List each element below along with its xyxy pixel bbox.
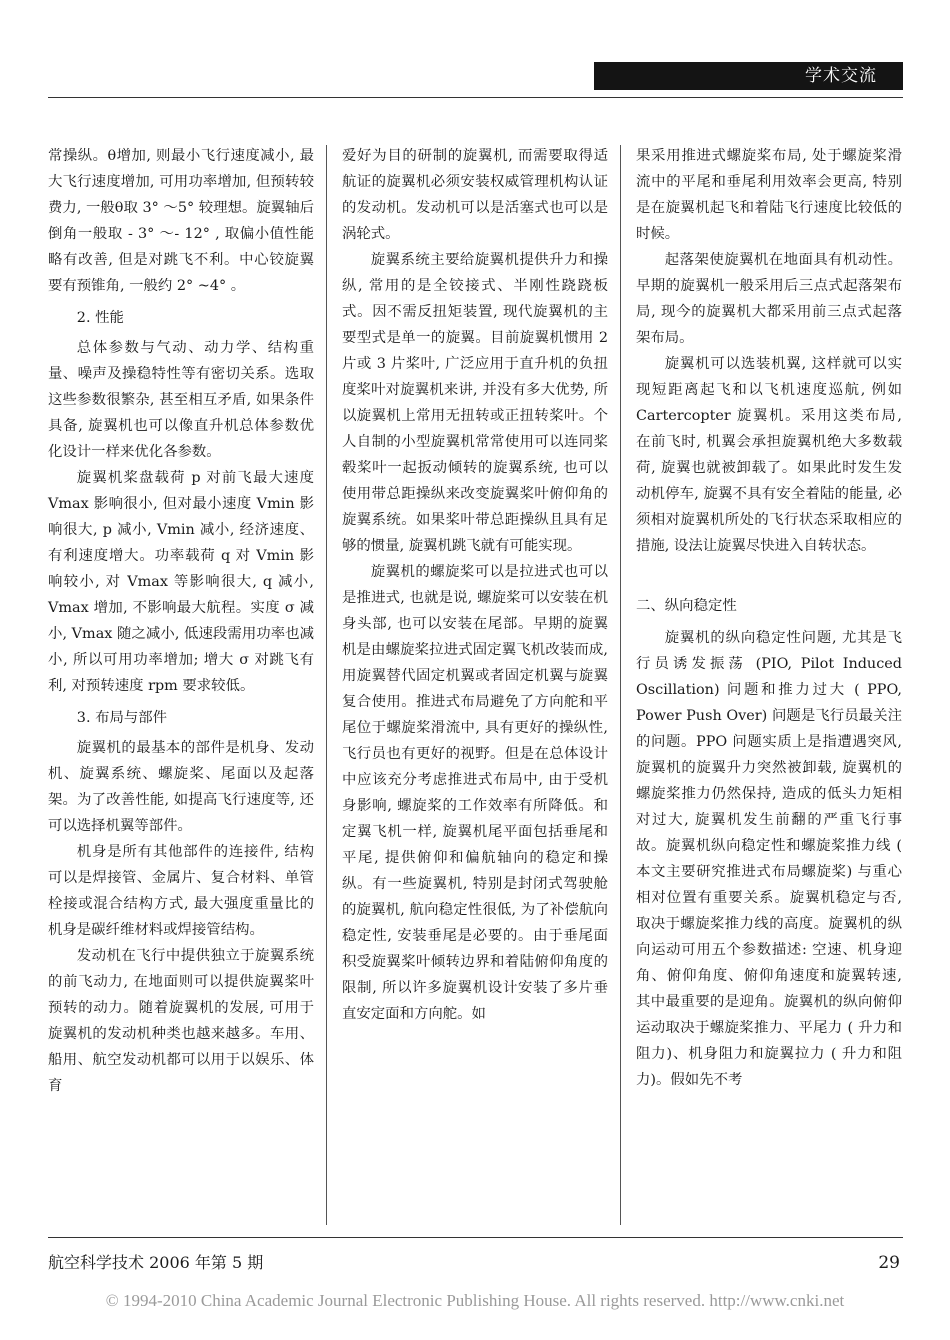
body-paragraph: 旋翼机的螺旋桨可以是拉进式也可以是推进式, 也就是说, 螺旋桨可以安装在机身头部, 也可以安装在尾部。早期的旋翼机是由螺旋桨拉进式固定翼飞机改装而成, 用旋翼替代固定机翼或者固定机翼与旋翼复合使用。推进式布局避免了方向舵和平尾位于螺旋桨滑流中, 具有更好的操纵性, 飞行员也有更好的视野。但是在总体设计中应该充分考虑推进式布局中, 由于受机身影响, 螺旋桨的工作效率有所降低。和定翼飞机一样, 旋翼机尾平面包括垂尾和平尾, 提供俯仰和偏航轴向的稳定和操纵。有一些旋翼机, 特别是封闭式驾驶舱的旋翼机, 航向稳定性很低, 为了补偿航向稳定性, 安装垂尾是必要的。由于垂尾面积受旋翼桨叶倾转边界和着陆俯仰角度的限制, 所以许多旋翼机设计安装了多片垂直安定面和方向舵。如 [342,564,608,1022]
column-divider [326,145,327,1225]
footer-rule [48,1237,903,1238]
body-paragraph: 旋翼机的纵向稳定性问题, 尤其是飞行员诱发振荡 (PIO, Pilot Induced Oscillation) 问题和推力过大 ( PPO, Power Push Over) 问题是飞行员最关注的问题。PPO 问题实质上是指遭遇突风, 旋翼机的旋翼升力突然被卸载, 旋翼机的螺旋桨推力仍然保持, 造成的低头力矩相对过大, 旋翼机发生前翻的严重飞行事故。旋翼机纵向稳定性和螺旋桨推力线 ( 本文主要研究推进式布局螺旋桨) 与重心相对位置有重要关系。旋翼机稳定与否, 取决于螺旋桨推力线的高度。旋翼机的纵向运动可用五个参数描述: 空速、机身迎角、俯仰角度、俯仰角速度和旋翼转速, 其中最重要的是迎角。旋翼机的纵向俯仰运动取决于螺旋桨推力、平尾力 ( 升力和阻力)、机身阻力和旋翼拉力 ( 升力和阻力)。假如先不考 [636,630,902,1088]
section-heading: 二、纵向稳定性 [636,598,737,614]
body-paragraph: 机身是所有其他部件的连接件, 结构可以是焊接管、金属片、复合材料、单管栓接或混合结构方式, 最大强度重量比的机身是碳纤维材料或焊接管结构。 [48,844,314,938]
column-divider [620,145,621,1225]
body-paragraph: 旋翼机的最基本的部件是机身、发动机、旋翼系统、螺旋桨、尾面以及起落架。为了改善性能, 如提高飞行速度等, 还可以选择机翼等部件。 [48,740,314,834]
body-paragraph: 旋翼机可以选装机翼, 这样就可以实现短距离起飞和以飞机速度巡航, 例如 Cartercopter 旋翼机。采用这类布局, 在前飞时, 机翼会承担旋翼机绝大多数载荷, 旋翼也就被卸载了。如果此时发生发动机停车, 旋翼不具有安全着陆的能量, 必须相对旋翼机所处的飞行状态采取相应的措施, 设法让旋翼尽快进入自转状态。 [636,356,902,554]
body-paragraph: 旋翼系统主要给旋翼机提供升力和操纵, 常用的是全铰接式、半刚性跷跷板式。因不需反扭矩装置, 现代旋翼机的主要型式是单一的旋翼。目前旋翼机惯用 2 片或 3 片桨叶, 广泛应用于直升机的负扭度桨叶对旋翼机来讲, 并没有多大优势, 所以旋翼机上常用无扭转或正扭转桨叶。个人自制的小型旋翼机常常使用可以连同桨毂桨叶一起扳动倾转的旋翼系统, 也可以使用带总距操纵来改变旋翼桨叶俯仰角的旋翼系统。如果桨叶带总距操纵且具有足够的惯量, 旋翼机跳飞就有可能实现。 [342,252,608,554]
header-rule [48,97,903,98]
body-paragraph: 果采用推进式螺旋桨布局, 处于螺旋桨滑流中的平尾和垂尾利用效率会更高, 特别是在旋翼机起飞和着陆飞行速度比较低的时候。 [636,148,902,242]
body-paragraph: 爱好为目的研制的旋翼机, 而需要取得适航证的旋翼机必须安装权威管理机构认证的发动机。发动机可以是活塞式也可以是涡轮式。 [342,148,608,242]
subsection-heading: 2. 性能 [76,310,124,326]
body-paragraph: 总体参数与气动、动力学、结构重量、噪声及操稳特性等有密切关系。选取这些参数很繁杂, 甚至相互矛盾, 如果条件具备, 旋翼机也可以像直升机总体参数优化设计一样来优化各参数。 [48,340,314,460]
copyright-notice: © 1994-2010 China Academic Journal Electronic Publishing House. All rights reserved. http://www.cnki.net [105,1291,845,1310]
body-paragraph: 旋翼机桨盘载荷 p 对前飞最大速度 Vmax 影响很小, 但对最小速度 Vmin 影响很大, p 减小, Vmin 减小, 经济速度、有利速度增大。功率载荷 q 对 Vmin 影响较小, 对 Vmax 等影响很大, q 减小, Vmax 增加, 不影响最大航程。实度 σ 减小, Vmax 随之减小, 低速段需用功率也减小, 所以可用功率增加; 增大 σ 对跳飞有利, 对预转速度 rpm 要求较低。 [48,470,314,694]
page-number: 29 [878,1253,900,1273]
body-paragraph: 发动机在飞行中提供独立于旋翼系统的前飞动力, 在地面则可以提供旋翼桨叶预转的动力。随着旋翼机的发展, 可用于旋翼机的发动机种类也越来越多。车用、船用、航空发动机都可以用于以娱乐、体育 [48,948,314,1094]
section-header [594,62,903,90]
column-2 [342,143,608,1027]
body-paragraph: 常操纵。θ增加, 则最小飞行速度减小, 最大飞行速度增加, 可用功率增加, 但预转较费力, 一般θ取 3° ～5° 较理想。旋翼轴后倒角一般取 - 3° ～- 12° , 取偏小值性能略有改善, 但是对跳飞不利。中心铰旋翼要有预锥角, 一般约 2° ~4° 。 [48,148,314,294]
column-3 [636,143,902,1093]
section-title: 学术交流 [805,66,877,86]
column-1 [48,143,314,1099]
journal-citation: 航空科学技术 2006 年第 5 期 [48,1253,264,1272]
subsection-heading: 3. 布局与部件 [76,710,168,726]
body-paragraph: 起落架使旋翼机在地面具有机动性。早期的旋翼机一般采用后三点式起落架布局, 现今的旋翼机大都采用前三点式起落架布局。 [636,252,902,346]
